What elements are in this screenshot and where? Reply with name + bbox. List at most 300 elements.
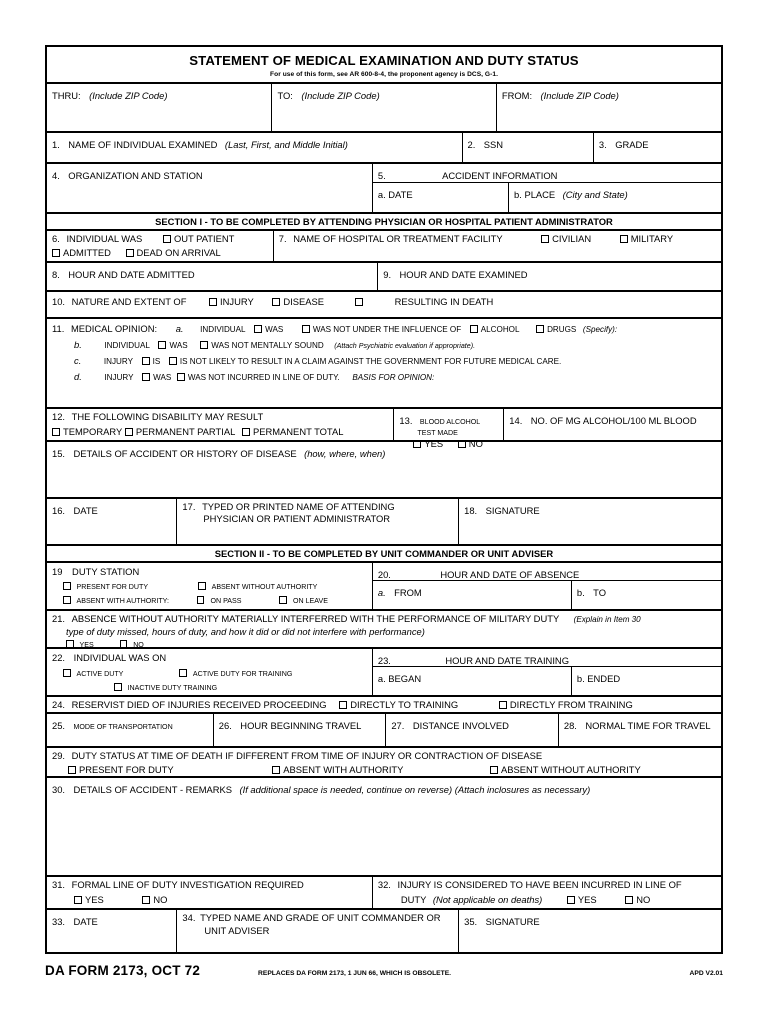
item-28-normal-time-for-travel[interactable] (558, 714, 721, 746)
item-13-blood-alcohol-test (393, 409, 503, 449)
item-31-option-no[interactable] (142, 894, 167, 906)
section-1-header: SECTION I - TO BE COMPLETED BY ATTENDING PHYSICIAN OR HOSPITAL PATIENT ADMINISTRATOR (47, 212, 721, 229)
item-23a-label: a. BEGAN (377, 673, 422, 684)
item-11c-option-is[interactable] (142, 356, 161, 367)
checkbox-temporary[interactable] (52, 428, 60, 436)
item-15-details-of-accident[interactable] (47, 440, 721, 497)
item-11d-was-not-label: WAS NOT INCURRED IN LINE OF DUTY. (187, 373, 340, 382)
item-23-header (372, 649, 721, 666)
item-22-23-row (47, 647, 721, 695)
item-6-out-patient-label: OUT PATIENT (173, 233, 235, 244)
item-23-hour-date-training (372, 649, 721, 695)
item-22-option-active-duty[interactable] (63, 669, 123, 679)
item-33-label: DATE (73, 916, 98, 927)
item-11c-letter: c. (74, 355, 82, 366)
item-35-label: SIGNATURE (485, 916, 540, 927)
item-23a-began[interactable] (372, 667, 571, 695)
item-23-number: 23. (377, 655, 391, 666)
checkbox-11a-was[interactable] (254, 325, 262, 333)
item-19-option-on-pass[interactable] (197, 596, 242, 606)
checkbox-permanent-partial[interactable] (125, 428, 133, 436)
checkbox-32-yes[interactable] (567, 896, 575, 904)
item-7-line (279, 233, 717, 245)
item-11b-option-was-not[interactable] (200, 340, 323, 351)
item-11a-letter: a. (175, 323, 184, 334)
item-11d-letter: d. (74, 371, 82, 382)
item-3-number: 3. (598, 139, 607, 150)
item-1-number: 1. (52, 139, 60, 150)
item-19-on-pass-label: ON PASS (210, 597, 242, 605)
item-11a-text: INDIVIDUAL (200, 325, 246, 334)
section-2-header: SECTION II - TO BE COMPLETED BY UNIT COMMANDER OR UNIT ADVISER (47, 544, 721, 561)
item-6-line-2 (52, 247, 269, 259)
checkbox-resulting-in-death[interactable] (355, 298, 363, 306)
item-21-label: ABSENCE WITHOUT AUTHORITY MATERIALLY INTERFERRED WITH THE PERFORMANCE OF MILITARY DUTY (71, 613, 560, 624)
item-20-number: 20. (377, 569, 391, 580)
item-32-line-2 (401, 894, 717, 906)
item-17-line-1 (182, 501, 454, 513)
item-11a-drugs-label: DRUGS (547, 325, 577, 334)
item-12-temporary-label: TEMPORARY (63, 426, 123, 437)
checkbox-31-yes[interactable] (74, 896, 82, 904)
checkbox-11b-was[interactable] (158, 341, 166, 349)
item-6-dead-on-arrival-label: DEAD ON ARRIVAL (136, 247, 221, 258)
item-22-line-3 (114, 683, 368, 693)
item-18-signature[interactable] (458, 499, 721, 544)
item-21-hint-1: (Explain in Item 30 (573, 615, 641, 624)
item-21-number: 21. (52, 613, 66, 624)
thru-field[interactable] (47, 84, 271, 131)
item-32-option-yes[interactable] (567, 894, 597, 906)
item-13-line-1 (399, 411, 499, 429)
item-11b-option-was[interactable] (158, 340, 187, 351)
item-4-label: ORGANIZATION AND STATION (68, 170, 203, 181)
item-8-number: 8. (52, 269, 60, 280)
item-25-label: MODE OF TRANSPORTATION (73, 723, 173, 731)
item-29-absent-with-authority-label: ABSENT WITH AUTHORITY (283, 764, 404, 775)
item-10-disease-label: DISEASE (283, 296, 324, 307)
item-19-absent-with-authority-label: ABSENT WITH AUTHORITY: (76, 597, 169, 605)
item-16-label: DATE (73, 505, 98, 516)
item-11a-alcohol-label: ALCOHOL (480, 325, 520, 334)
item-19-present-for-duty-label: PRESENT FOR DUTY (76, 583, 149, 591)
item-30-label: DETAILS OF ACCIDENT - REMARKS (73, 784, 233, 795)
item-12-label: THE FOLLOWING DISABILITY MAY RESULT (71, 411, 264, 422)
checkbox-admitted[interactable] (52, 249, 60, 257)
item-2-label: SSN (483, 139, 504, 150)
item-20b-text: TO (593, 587, 606, 598)
item-1-label: NAME OF INDIVIDUAL EXAMINED (68, 139, 218, 150)
item-33-34-35-row (47, 908, 721, 952)
item-26-number: 26. (218, 720, 232, 731)
item-6-label: INDIVIDUAL WAS (66, 233, 143, 244)
form-version: APD V2.01 (689, 970, 723, 977)
item-11c-is-not-label: IS NOT LIKELY TO RESULT IN A CLAIM AGAINST THE GOVERNMENT FOR FUTURE MEDICAL CARE. (179, 357, 562, 366)
item-29-number: 29. (52, 750, 66, 761)
item-27-label: DISTANCE INVOLVED (412, 720, 509, 731)
form-subtitle: For use of this form, see AR 600-8-4, the proponent agency is DCS, G-1. (270, 71, 498, 78)
item-7-option-civilian[interactable] (541, 233, 591, 245)
item-30-number: 30. (52, 784, 66, 795)
checkbox-31-no[interactable] (142, 896, 150, 904)
checkbox-11a-was-not[interactable] (302, 325, 310, 333)
item-30-details-remarks[interactable] (47, 776, 721, 875)
item-12-option-temporary[interactable] (52, 426, 122, 438)
item-32-no-label: NO (636, 894, 651, 905)
item-19-20-row (47, 561, 721, 609)
item-11d-option-was[interactable] (142, 372, 171, 383)
item-7-civilian-label: CIVILIAN (552, 233, 592, 244)
item-17-label-1: TYPED OR PRINTED NAME OF ATTENDING (202, 501, 395, 512)
item-24-option-directly-from[interactable] (499, 699, 633, 711)
item-25-number: 25. (52, 720, 66, 731)
item-14-label: NO. OF MG ALCOHOL/100 ML BLOOD (530, 415, 697, 426)
checkbox-out-patient[interactable] (163, 235, 171, 243)
item-31-yes-label: YES (85, 894, 104, 905)
item-19-option-absent-with-authority[interactable] (63, 596, 169, 606)
item-6-7-row (47, 229, 721, 261)
item-34-label-2: UNIT ADVISER (204, 925, 270, 936)
item-9-hour-date-examined[interactable] (377, 263, 721, 290)
item-19-option-present-for-duty[interactable] (63, 582, 148, 592)
checkbox-21-no[interactable] (120, 640, 128, 648)
checkbox-inactive-duty-training[interactable] (114, 683, 122, 691)
item-13-label-1: BLOOD ALCOHOL (419, 418, 481, 426)
item-14-number: 14. (509, 415, 523, 426)
checkbox-32-no[interactable] (625, 896, 633, 904)
item-34-number: 34. (182, 912, 196, 923)
item-17-typed-name-physician[interactable] (176, 499, 458, 544)
item-20b-letter: b. (576, 587, 585, 598)
checkbox-active-duty-for-training[interactable] (179, 669, 187, 677)
item-24-option-directly-to[interactable] (339, 699, 458, 711)
checkbox-11b-was-not[interactable] (200, 341, 208, 349)
item-11a-was-not-label: WAS NOT UNDER THE INFLUENCE OF (312, 325, 462, 334)
item-11-line-c (52, 355, 717, 367)
item-20a-text: FROM (394, 587, 422, 598)
item-11a-option-alcohol[interactable] (470, 324, 520, 335)
item-5-label: ACCIDENT INFORMATION (442, 170, 558, 181)
item-12-number: 12. (52, 411, 66, 422)
item-6-line-1 (52, 233, 269, 245)
item-6-option-dead-on-arrival[interactable] (126, 247, 221, 259)
item-1-name-of-individual[interactable] (47, 133, 462, 162)
checkbox-19-absent-without-authority[interactable] (198, 582, 206, 590)
from-hint: (Include ZIP Code) (540, 90, 619, 101)
item-18-label: SIGNATURE (485, 505, 540, 516)
item-4-organization-and-station[interactable] (47, 164, 372, 211)
thru-hint: (Include ZIP Code) (89, 90, 168, 101)
form-identifier: DA FORM 2173, OCT 72 (45, 963, 201, 978)
item-14-mg-alcohol[interactable] (503, 409, 721, 440)
item-29-absent-without-authority-label: ABSENT WITHOUT AUTHORITY (501, 764, 641, 775)
item-5a-date[interactable] (372, 183, 508, 212)
item-11b-hint: (Attach Psychiatric evaluation if appropriate). (334, 342, 476, 350)
item-35-signature[interactable] (458, 910, 721, 952)
item-21-no-label: NO (133, 641, 144, 649)
item-20-header (372, 563, 721, 580)
item-33-date[interactable] (47, 910, 176, 952)
item-19-line-3 (63, 596, 368, 606)
item-32-hint: (Not applicable on deaths) (432, 894, 543, 905)
item-31-option-yes[interactable] (74, 894, 104, 906)
form-title: STATEMENT OF MEDICAL EXAMINATION AND DUTY STATUS (189, 53, 579, 68)
item-12-13-14-row (47, 407, 721, 449)
item-11-number: 11. (52, 323, 65, 334)
item-11d-basis: BASIS FOR OPINION: (352, 373, 435, 382)
item-16-date[interactable] (47, 499, 176, 544)
address-row (47, 82, 721, 131)
item-26-label: HOUR BEGINNING TRAVEL (240, 720, 362, 731)
item-11b-was-label: WAS (169, 341, 188, 350)
item-25-mode-of-transportation[interactable] (47, 714, 213, 746)
item-12-line-2 (52, 426, 389, 438)
checkbox-directly-from-training[interactable] (499, 701, 507, 709)
checkbox-active-duty[interactable] (63, 669, 71, 677)
item-22-option-inactive-duty-training[interactable] (114, 683, 217, 693)
form-title-bar (47, 47, 721, 82)
item-11-medical-opinion (47, 317, 721, 407)
item-11c-is-label: IS (152, 357, 161, 366)
item-5b-hint: (City and State) (562, 189, 628, 200)
checkbox-29-absent-with-authority[interactable] (272, 766, 280, 774)
thru-label: THRU: (52, 90, 81, 101)
item-11a-was-label: WAS (265, 325, 284, 334)
item-17-label-2: PHYSICIAN OR PATIENT ADMINISTRATOR (203, 513, 391, 524)
checkbox-29-absent-without-authority[interactable] (490, 766, 498, 774)
item-17-number: 17. (182, 501, 196, 512)
from-field[interactable] (496, 84, 721, 131)
item-19-line-1 (52, 565, 368, 578)
item-31-number: 31. (52, 879, 66, 890)
item-34-line-1 (182, 912, 454, 924)
item-18-number: 18. (464, 505, 478, 516)
item-23-subrow (372, 666, 721, 695)
checkbox-disease[interactable] (272, 298, 280, 306)
item-27-distance-involved[interactable] (385, 714, 558, 746)
item-12-option-permanent-total[interactable] (242, 426, 343, 438)
item-10-option-injury[interactable] (209, 296, 254, 308)
item-19-option-on-leave[interactable] (279, 596, 327, 606)
item-34-typed-name-commander[interactable] (176, 910, 458, 952)
item-29-label: DUTY STATUS AT TIME OF DEATH IF DIFFERENT FROM TIME OF INJURY OR CONTRACTION OF DISEASE (71, 750, 543, 761)
to-field[interactable] (271, 84, 495, 131)
item-32-label-2: DUTY (400, 894, 427, 905)
item-11d-was-label: WAS (153, 373, 172, 382)
form-replaces-note: REPLACES DA FORM 2173, 1 JUN 66, WHICH IS OBSOLETE. (258, 970, 452, 977)
item-24-number: 24. (52, 699, 66, 710)
checkbox-11c-is-not[interactable] (169, 357, 177, 365)
item-32-injury-incurred-in-lod (372, 877, 721, 908)
item-11d-option-was-not[interactable] (177, 372, 340, 383)
item-5b-label: b. PLACE (514, 189, 556, 200)
da-form-2173 (45, 45, 723, 954)
item-29-option-present-for-duty[interactable] (68, 764, 174, 776)
item-24-label: RESERVIST DIED OF INJURIES RECEIVED PROCEEDING (71, 699, 327, 710)
item-12-permanent-total-label: PERMANENT TOTAL (252, 426, 344, 437)
checkbox-11d-was-not[interactable] (177, 373, 185, 381)
item-20b-to[interactable] (571, 581, 721, 609)
item-13-yes-label: YES (424, 438, 444, 449)
item-13-no-label: NO (468, 438, 483, 449)
item-29-option-absent-without-authority[interactable] (490, 764, 641, 776)
checkbox-21-yes[interactable] (66, 640, 74, 648)
item-20a-letter: a. (377, 587, 386, 598)
item-32-line-1 (378, 879, 717, 891)
item-11a-option-drugs[interactable] (536, 324, 576, 335)
item-12-disability-may-result (47, 409, 393, 440)
item-28-number: 28. (563, 720, 577, 731)
item-12-option-permanent-partial[interactable] (125, 426, 236, 438)
item-24-directly-to-label: DIRECTLY TO TRAINING (350, 699, 459, 710)
checkbox-11c-is[interactable] (142, 357, 150, 365)
checkbox-permanent-total[interactable] (242, 428, 250, 436)
item-19-absent-without-authority-label: ABSENT WITHOUT AUTHORITY (211, 583, 318, 591)
item-31-no-label: NO (153, 894, 168, 905)
item-20a-from[interactable] (372, 581, 571, 609)
item-35-number: 35. (464, 916, 478, 927)
item-22-option-active-duty-training[interactable] (179, 669, 292, 679)
item-19-number: 19 (52, 566, 63, 577)
item-23b-label: b. ENDED (576, 673, 621, 684)
from-label: FROM: (501, 90, 533, 101)
item-22-active-duty-training-label: ACTIVE DUTY FOR TRAINING (192, 670, 293, 678)
checkbox-29-present-for-duty[interactable] (68, 766, 76, 774)
item-6-individual-was (47, 231, 273, 261)
item-8-hour-date-admitted[interactable] (47, 263, 377, 290)
item-1-2-3-row (47, 131, 721, 162)
item-20-label: HOUR AND DATE OF ABSENCE (440, 569, 580, 580)
item-11a-option-was[interactable] (254, 324, 283, 335)
item-10-option-resulting-in-death[interactable] (355, 296, 494, 308)
item-2-ssn[interactable] (462, 133, 593, 162)
item-3-grade[interactable] (593, 133, 721, 162)
item-22-line-2 (63, 669, 368, 679)
item-11-line-b (52, 339, 717, 351)
item-33-number: 33. (52, 916, 66, 927)
item-22-active-duty-label: ACTIVE DUTY (76, 670, 124, 678)
item-8-label: HOUR AND DATE ADMITTED (68, 269, 195, 280)
item-23-label: HOUR AND DATE TRAINING (445, 655, 569, 666)
item-16-number: 16. (52, 505, 66, 516)
item-28-label: NORMAL TIME FOR TRAVEL (585, 720, 711, 731)
checkbox-directly-to-training[interactable] (339, 701, 347, 709)
checkbox-on-pass[interactable] (197, 596, 205, 604)
item-19-label: DUTY STATION (72, 566, 140, 577)
item-15-number: 15. (52, 448, 66, 459)
item-11b-letter: b. (74, 339, 82, 350)
item-21-line-1 (52, 613, 717, 625)
item-10-number: 10. (52, 296, 66, 307)
item-10-injury-label: INJURY (220, 296, 254, 307)
item-19-option-absent-without-authority[interactable] (198, 582, 317, 592)
item-15-hint: (how, where, when) (304, 448, 386, 459)
checkbox-military[interactable] (620, 235, 628, 243)
item-24-directly-from-label: DIRECTLY FROM TRAINING (509, 699, 633, 710)
item-3-label: GRADE (615, 139, 649, 150)
item-10-option-disease[interactable] (272, 296, 324, 308)
item-11-line-d (52, 371, 717, 383)
item-25-28-row (47, 712, 721, 746)
item-34-label-1: TYPED NAME AND GRADE OF UNIT COMMANDER OR (200, 912, 441, 923)
item-11c-text: INJURY (103, 357, 133, 366)
item-12-line-1 (52, 411, 389, 423)
checkbox-19-absent-with-authority[interactable] (63, 596, 71, 604)
item-13-label-2: TEST MADE (417, 429, 458, 437)
item-26-hour-beginning-travel[interactable] (213, 714, 386, 746)
item-5a-label: a. DATE (377, 189, 413, 200)
checkbox-on-leave[interactable] (279, 596, 287, 604)
item-7-hospital-facility[interactable] (273, 231, 721, 261)
checkbox-dead-on-arrival[interactable] (126, 249, 134, 257)
item-7-option-military[interactable] (620, 233, 673, 245)
item-6-admitted-label: ADMITTED (63, 247, 111, 258)
item-11a-option-was-not[interactable] (302, 324, 461, 335)
item-7-military-label: MILITARY (630, 233, 674, 244)
item-23b-ended[interactable] (571, 667, 721, 695)
item-7-label: NAME OF HOSPITAL OR TREATMENT FACILITY (293, 233, 503, 244)
item-7-number: 7. (278, 233, 287, 244)
item-22-line-1 (52, 651, 368, 664)
item-10-line (52, 294, 717, 308)
item-21-yes-label: YES (79, 641, 94, 649)
checkbox-present-for-duty[interactable] (63, 582, 71, 590)
item-20-subrow (372, 580, 721, 609)
item-11d-text: INJURY (104, 373, 134, 382)
item-6-option-admitted[interactable] (52, 247, 111, 259)
item-19-line-2 (63, 582, 368, 592)
item-22-individual-was-on (47, 649, 372, 694)
item-5b-place[interactable] (508, 183, 721, 212)
item-29-line-1 (52, 750, 717, 762)
item-31-line-1 (52, 879, 368, 891)
checkbox-drugs[interactable] (536, 325, 544, 333)
item-29-option-absent-with-authority[interactable] (272, 764, 403, 776)
item-11-label: MEDICAL OPINION: (70, 323, 158, 334)
item-8-9-row (47, 261, 721, 290)
item-29-duty-status-at-time-of-death (47, 746, 721, 776)
item-10-nature-and-extent (47, 290, 721, 317)
to-hint: (Include ZIP Code) (301, 90, 380, 101)
item-11a-specify: (Specify): (582, 325, 618, 334)
item-31-formal-investigation (47, 877, 372, 908)
item-19-duty-station (47, 563, 372, 608)
item-4-number: 4. (52, 170, 60, 181)
checkbox-civilian[interactable] (541, 235, 549, 243)
item-11b-text: INDIVIDUAL (104, 341, 150, 350)
item-22-label: INDIVIDUAL WAS ON (73, 652, 167, 663)
item-32-number: 32. (377, 879, 391, 890)
item-27-number: 27. (391, 720, 405, 731)
item-10-resulting-in-death-label: RESULTING IN DEATH (394, 296, 494, 307)
checkbox-11d-was[interactable] (142, 373, 150, 381)
item-5-accident-information (372, 164, 721, 212)
item-9-number: 9. (383, 269, 392, 280)
item-32-option-no[interactable] (625, 894, 650, 906)
item-6-option-out-patient[interactable] (163, 233, 234, 245)
to-label: TO: (277, 90, 293, 101)
item-1-hint: (Last, First, and Middle Initial) (224, 139, 348, 150)
item-22-number: 22. (52, 652, 66, 663)
item-16-17-18-row (47, 497, 721, 544)
item-6-number: 6. (52, 233, 60, 244)
checkbox-alcohol[interactable] (470, 325, 478, 333)
item-11c-option-is-not[interactable] (169, 356, 561, 367)
item-5-subrow (372, 182, 721, 212)
item-20-hour-date-absence (372, 563, 721, 609)
checkbox-injury[interactable] (209, 298, 217, 306)
item-4-5-row (47, 162, 721, 212)
